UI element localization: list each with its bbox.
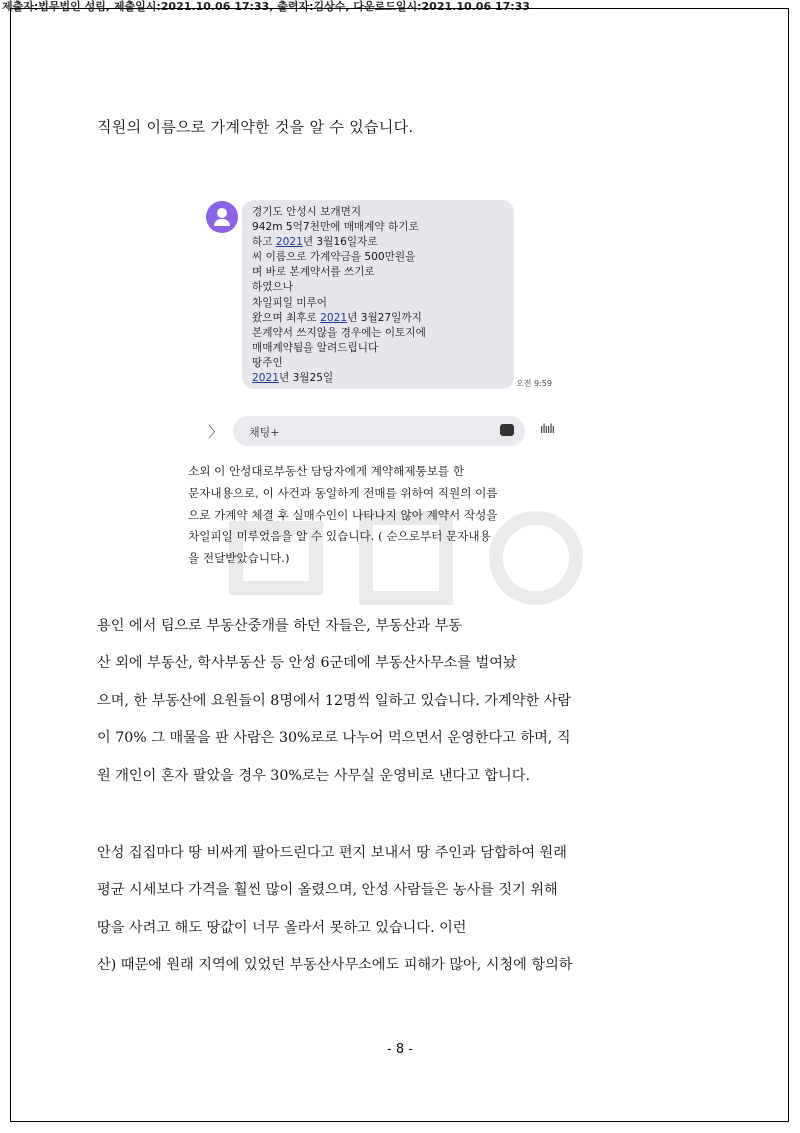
- message-time: 오전 9:59: [516, 379, 552, 388]
- message-date-link[interactable]: 2021: [320, 311, 348, 324]
- message-text-part: 년 3월27일까지: [347, 311, 422, 324]
- emoji-icon[interactable]: [500, 424, 514, 436]
- message-line: [252, 341, 512, 356]
- paragraph-line: 안성 집집마다 땅 비싸게 팔아드린다고 편지 보내서 땅 주인과 담합하여 원래: [97, 845, 567, 861]
- message-text-part: 942m: [252, 221, 286, 234]
- chat-input-placeholder: 채팅+: [249, 426, 280, 439]
- paragraph-line: 평균 시세보다 가격을 훨씬 많이 올렸으며, 안성 사람들은 농사를 짓기 위해: [97, 882, 558, 899]
- sender-avatar-icon: [206, 201, 238, 233]
- message-line: [252, 235, 512, 250]
- message-line: [252, 356, 512, 371]
- message-line: [252, 326, 512, 341]
- message-line: [252, 280, 512, 295]
- page-number: - 8 -: [387, 1042, 413, 1057]
- message-text-part: 본계약서 쓰지않을 경우에는 이토지에: [252, 326, 426, 339]
- caption-line: 소외 이 안성대로부동산 담당자에게 계약해제통보를 한: [188, 464, 465, 478]
- message-text-part: 하였으나: [252, 281, 293, 294]
- paragraph-line: 산) 때문에 원래 지역에 있었던 부동산사무소에도 피해가 많아, 시청에 항의하: [97, 957, 573, 974]
- message-text-part: 년 3월25일: [278, 372, 334, 385]
- message-text-part: 됨을 알려드립니다: [292, 341, 379, 354]
- submission-header: 제출자:법무법인 성림, 제출일시:2021.10.06 17:33, 출력자:김상수, 다운로드일시:2021.10.06 17:33: [2, 0, 530, 13]
- paragraph-line: 원 개인이 혼자 팔았을 경우 30%로는 사무실 운영비로 낸다고 합니다.: [97, 767, 530, 784]
- caption-line: 으로 가계약 체결 후 실매수인이 나타나지 않아 계약서 작성을: [188, 507, 498, 522]
- message-line: [252, 205, 512, 220]
- paragraph-line: 용인 에서 팀으로 부동산중개를 하던 자들은, 부동산과 부동: [97, 618, 463, 634]
- message-date-link[interactable]: 2021: [275, 236, 303, 249]
- message-line: [252, 371, 512, 386]
- message-text-part: 왔으며 최후로: [252, 311, 321, 324]
- caption-line: 문자내용으로, 이 사건과 동일하게 전매를 위하여 직원의 이름: [188, 485, 498, 500]
- message-text-part: 씨 이름으로 가계약금을 500만원을: [252, 251, 416, 264]
- message-date-link[interactable]: 2021: [252, 372, 279, 385]
- message-text-part: 5억7천만에 매매계약 하기로: [285, 221, 419, 234]
- chevron-right-icon[interactable]: 〉: [208, 423, 224, 441]
- message-text-part: 경기도 안성시 보개면: [252, 206, 351, 218]
- message-text-part: 매매계약: [252, 341, 293, 354]
- paragraph-line: 으며, 한 부동산에 요원들이 8명에서 12명씩 일하고 있습니다. 가계약한 사람: [97, 692, 572, 709]
- paragraph-line: 이 70% 그 매물을 판 사람은 30%로로 나누어 먹으면서 운영한다고 하며, 직: [97, 730, 571, 747]
- message-text-part: 땅주인: [252, 356, 283, 369]
- message-text-part: 하고: [252, 236, 276, 249]
- message-line: [252, 296, 512, 311]
- paragraph-1: [97, 608, 571, 795]
- message-line: [252, 265, 512, 280]
- caption-line: 차일피일 미루었음을 알 수 있습니다. ( 순으로부터 문자내용: [188, 529, 491, 544]
- screenshot-caption: [188, 461, 588, 570]
- paragraph-line: 땅을 사려고 해도 땅값이 너무 올라서 못하고 있습니다. 이런: [97, 919, 467, 936]
- message-text-part: 년 3월16일자로: [302, 236, 378, 249]
- message-text-part: 며 바로 본계약서를 쓰기로: [252, 266, 375, 279]
- message-line: [252, 311, 512, 326]
- paragraph-line: 산 외에 부동산, 학사부동산 등 안성 6군데에 부동산사무소를 벌여놨: [97, 655, 517, 672]
- message-line: [252, 220, 512, 235]
- message-text-part: 지: [350, 206, 362, 218]
- paragraph-2: [97, 835, 573, 985]
- caption-line: 을 전달받았습니다.): [188, 551, 290, 566]
- voice-wave-icon[interactable]: ılıılı: [540, 422, 555, 436]
- intro-line: 직원의 이름으로 가계약한 것을 알 수 있습니다.: [97, 118, 414, 136]
- message-text-part: 차일피일 미루어: [252, 296, 328, 309]
- message-line: [252, 250, 512, 265]
- message-text: [252, 205, 512, 386]
